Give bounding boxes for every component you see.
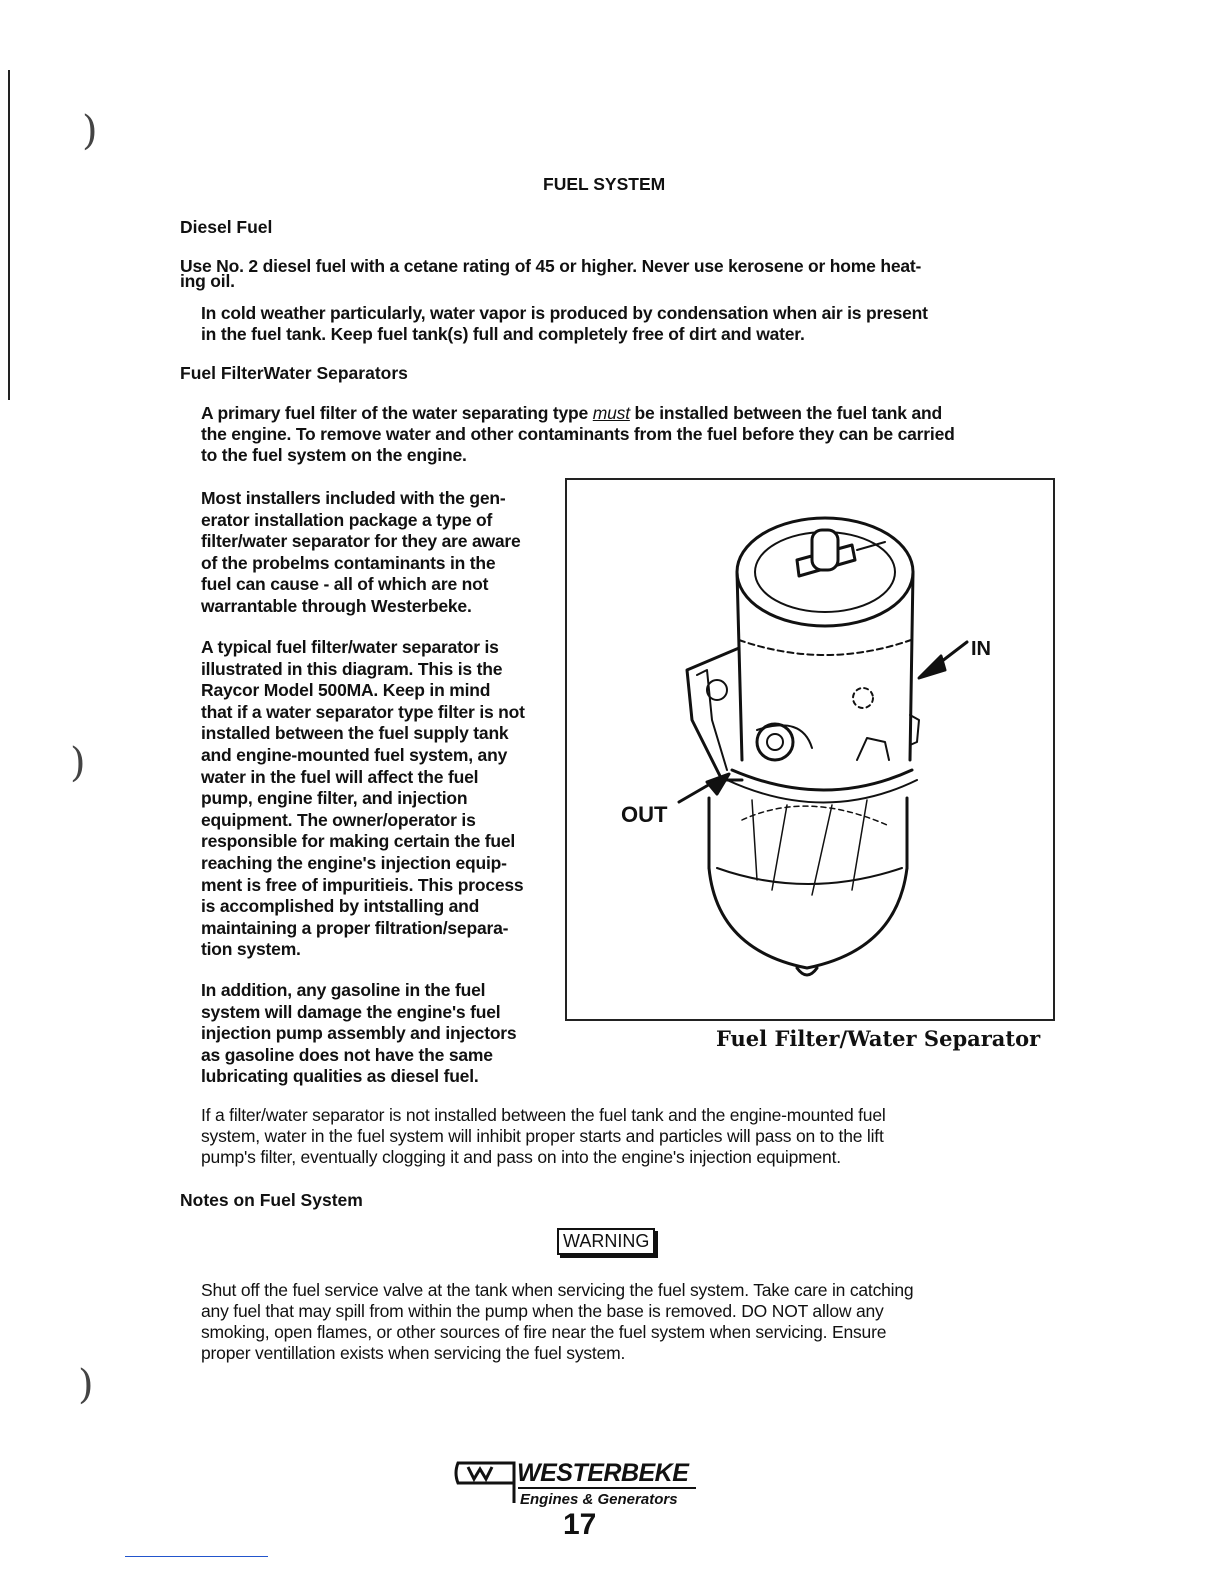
- column-paragraph-1: Most installers included with the gen- erator installation package a type of filter/water separator for they are aware of the probelms contaminants in the fuel can cause - all of which are not warrantable through Westerbeke.: [201, 488, 521, 616]
- brand-underline: [518, 1487, 696, 1489]
- diesel-paragraph-2: In cold weather particularly, water vapor is produced by condensation when air is present in the fuel tank. Keep fuel tank(s) full and completely free of dirt and water.: [201, 303, 928, 344]
- warning-paragraph: Shut off the fuel service valve at the tank when servicing the fuel system. Take care in catching any fuel that may spill from within the pump when the base is removed. DO NOT allow any smoking, open flames, or other sources of fire near the fuel system when servicing. Ensure proper ventillation exists when servicing the fuel system.: [201, 1280, 914, 1363]
- page-number: 17: [563, 1508, 597, 1541]
- separators-paragraph-after: If a filter/water separator is not installed between the fuel tank and the engine-mounted fuel system, water in the fuel system will inhibit proper starts and particles will pass on to the lift pump's filter, eventually clogging it and pass on into the engine's injection equipment.: [201, 1105, 886, 1167]
- footer-rule: [125, 1556, 268, 1557]
- separators-paragraph-1: A primary fuel filter of the water separating type must be installed between the fuel tank and the engine. To remove water and other contaminants from the fuel before they can be carried to the fuel system on the engine.: [201, 403, 955, 465]
- punch-mark: ): [70, 740, 86, 786]
- in-label: IN: [971, 638, 991, 660]
- column-paragraph-3: In addition, any gasoline in the fuel system will damage the engine's fuel injection pump assembly and injectors as gasoline does not have the same lubricating qualities as diesel fuel.: [201, 980, 517, 1087]
- separators-heading: Fuel FilterWater Separators: [180, 363, 408, 383]
- binder-line: [0, 70, 10, 400]
- brand-tagline: Engines & Generators: [520, 1491, 678, 1508]
- punch-mark: ): [82, 108, 98, 154]
- brand-name: WESTERBEKE: [517, 1459, 689, 1487]
- column-paragraph-2: A typical fuel filter/water separator is illustrated in this diagram. This is the Raycor Model 500MA. Keep in mind that if a water separator type filter is not installed between the fuel supply tank and engine-mounted fuel system, any water in the fuel will affect the fuel pump, engine filter, and injection equipment. The owner/operator is responsible for making certain the fuel reaching the engine's injection equip- ment is free of impuritieis. This process is accomplished by intstalling and maintaining a proper filtration/separa- tion system.: [201, 637, 525, 960]
- out-label: OUT: [621, 802, 668, 827]
- warning-badge: WARNING: [557, 1228, 655, 1255]
- notes-heading: Notes on Fuel System: [180, 1190, 363, 1210]
- punch-mark: ): [78, 1362, 94, 1408]
- page-title: FUEL SYSTEM: [543, 174, 666, 194]
- fuel-filter-illustration: [567, 480, 1053, 1019]
- westerbeke-emblem-icon: [452, 1455, 522, 1505]
- diesel-fuel-heading: Diesel Fuel: [180, 217, 273, 237]
- diesel-paragraph-1: Use No. 2 diesel fuel with a cetane rating of 45 or higher. Never use kerosene or home heat- ing oil.: [180, 256, 922, 291]
- figure-caption: Fuel Filter/Water Separator: [716, 1026, 1041, 1051]
- figure-frame: [565, 478, 1055, 1021]
